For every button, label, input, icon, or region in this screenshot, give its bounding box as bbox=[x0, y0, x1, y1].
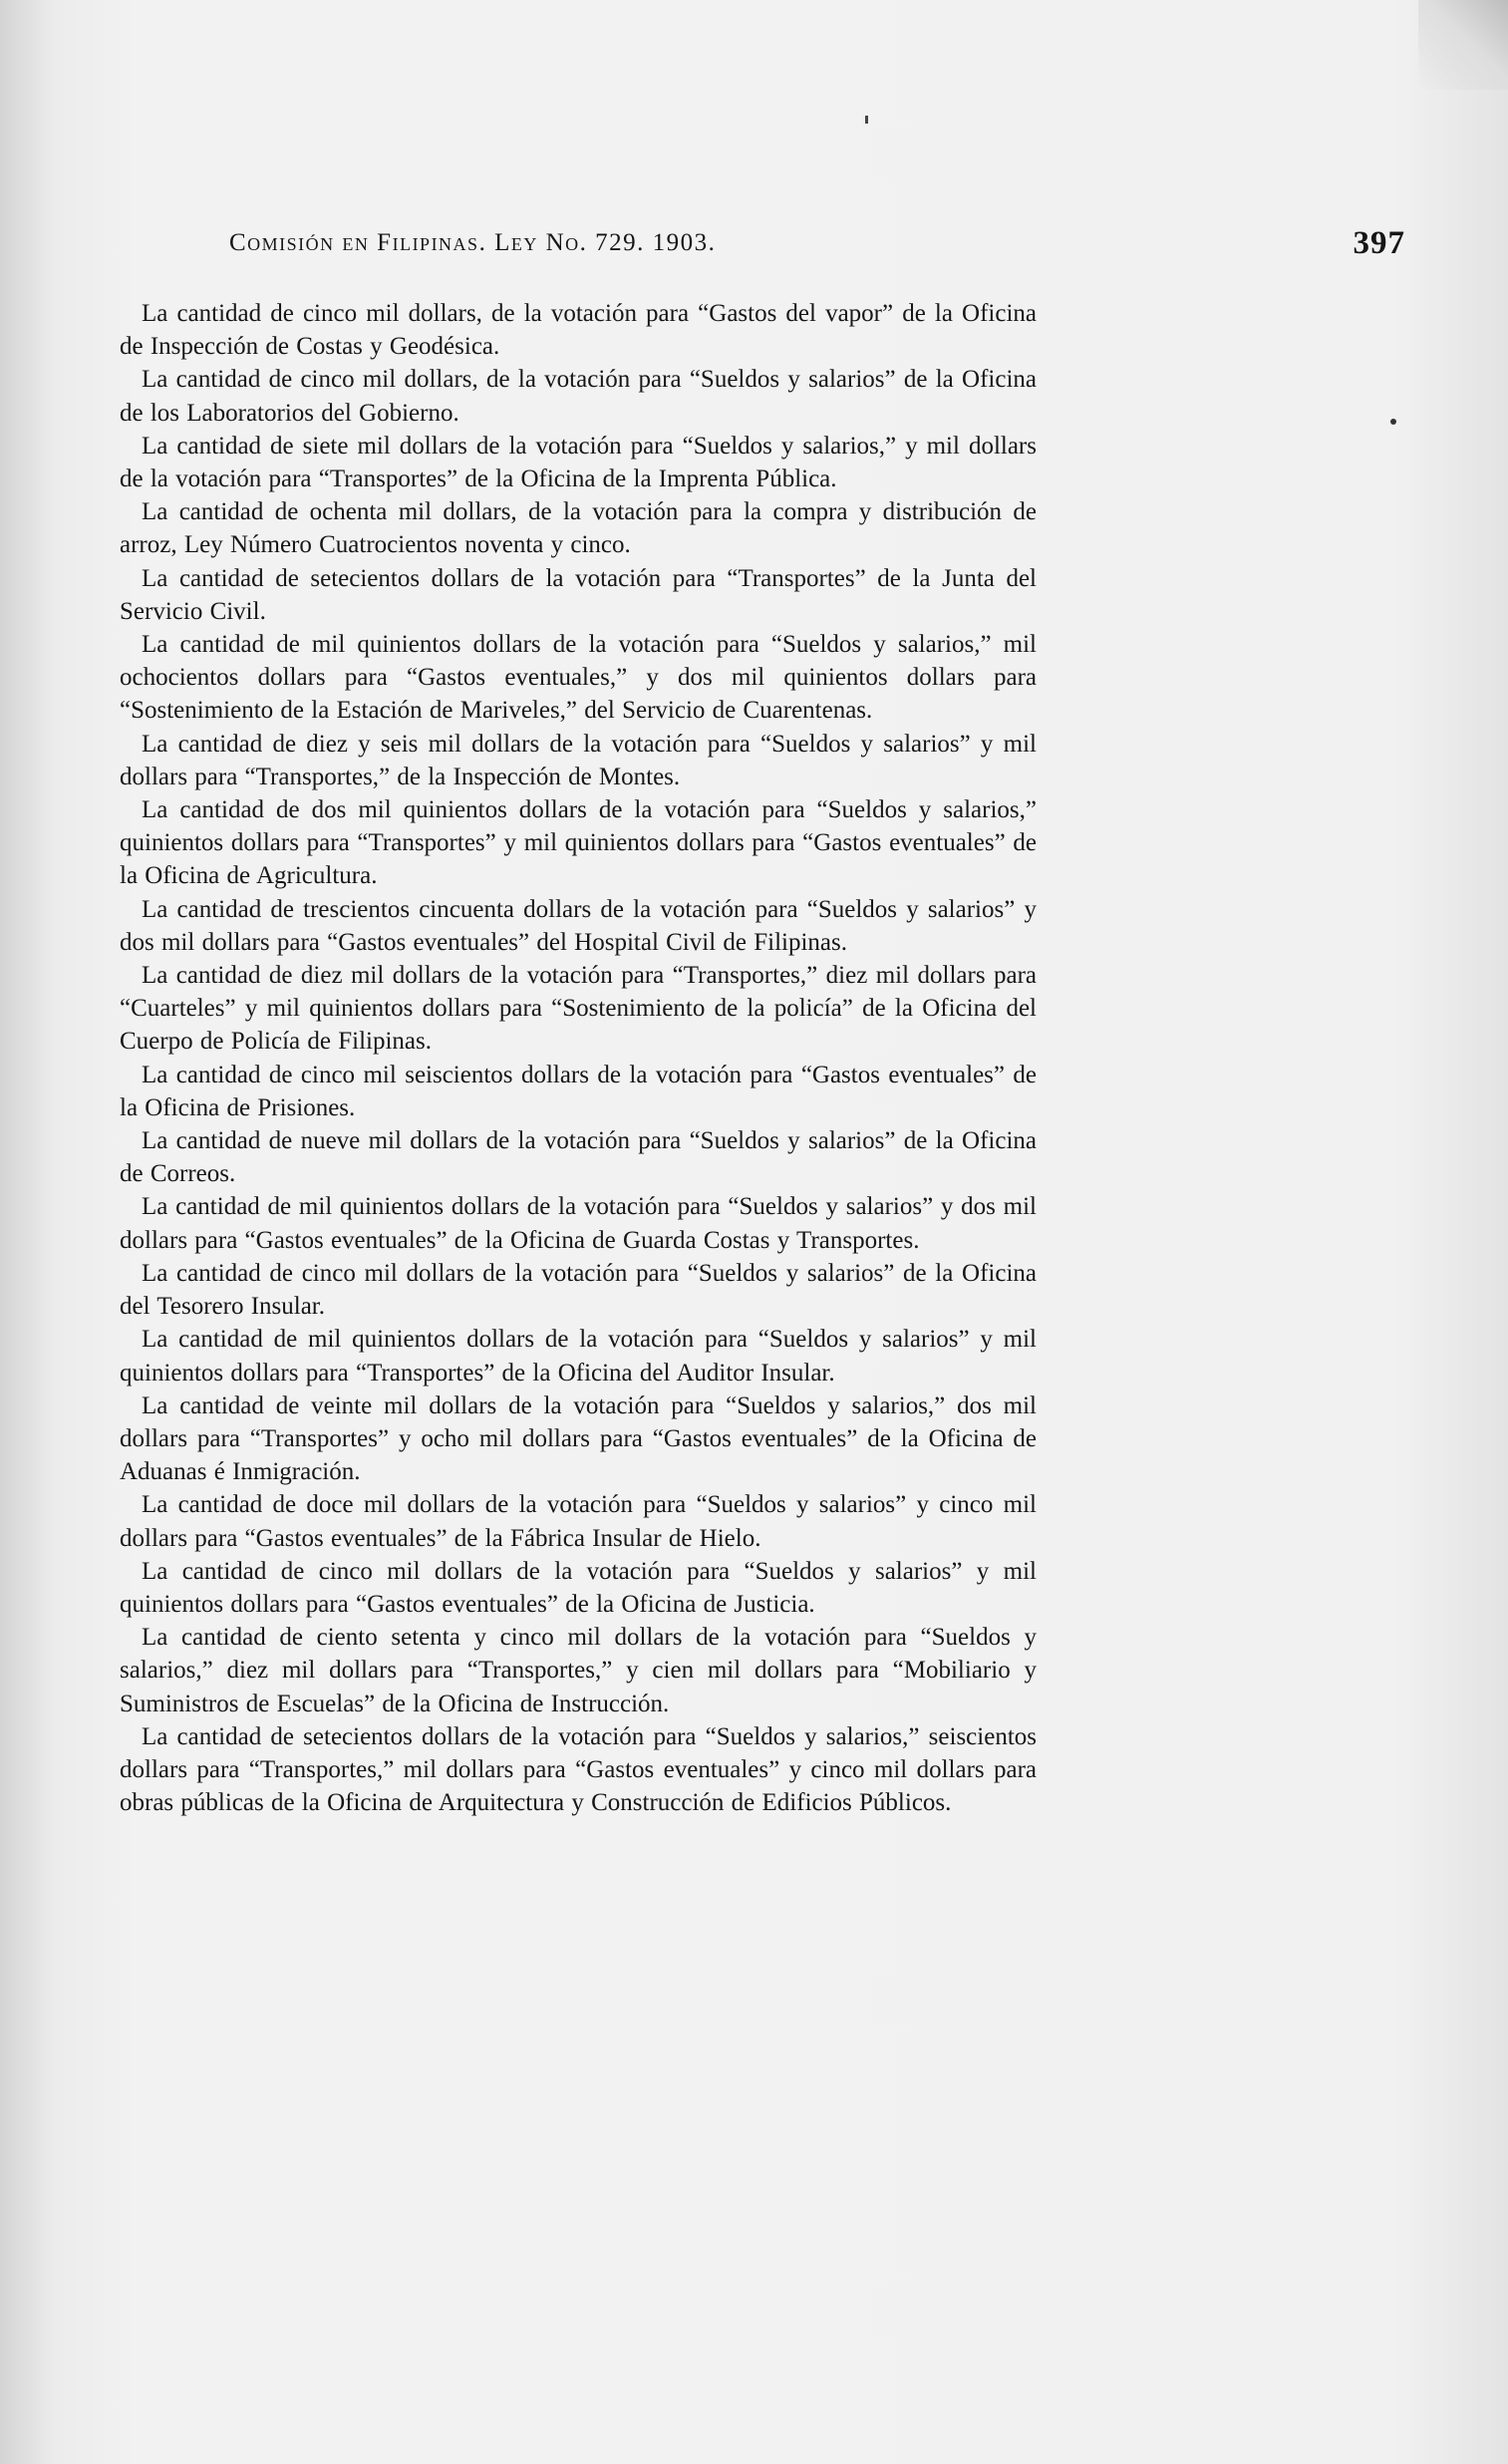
paragraph: La cantidad de cinco mil dollars, de la votación para “Gastos del vapor” de la Oficina de Inspección de Costas y Geodésica. bbox=[120, 300, 1037, 361]
paragraph: La cantidad de trescientos cincuenta dollars de la votación para “Sueldos y salarios” y dos mil dollars para “Gastos eventuales” del Hospital Civil de Filipinas. bbox=[120, 895, 1037, 956]
paragraph: La cantidad de cinco mil seiscientos dollars de la votación para “Gastos eventuales” de la Oficina de Prisiones. bbox=[120, 1061, 1037, 1121]
paragraph: La cantidad de diez mil dollars de la votación para “Transportes,” diez mil dollars para “Cuarteles” y mil quinientos dollars para “Sostenimiento de la policía” de la Oficina del Cuerpo de Policía de Filipinas. bbox=[120, 962, 1037, 1056]
paragraph: La cantidad de cinco mil dollars de la votación para “Sueldos y salarios” y mil quinientos dollars para “Gastos eventuales” de la Oficina de Justicia. bbox=[120, 1557, 1037, 1618]
running-head: Comisión en Filipinas. Ley No. 729. 1903. bbox=[229, 229, 717, 256]
paragraph: La cantidad de setecientos dollars de la votación para “Transportes” de la Junta del Servicio Civil. bbox=[120, 564, 1037, 625]
page-corner-shadow bbox=[1418, 0, 1508, 90]
paragraph: La cantidad de mil quinientos dollars de la votación para “Sueldos y salarios” y dos mil dollars para “Gastos eventuales” de la Oficina de Guarda Costas y Transportes. bbox=[120, 1193, 1037, 1254]
page-number: 397 bbox=[1353, 225, 1405, 261]
paragraph: La cantidad de mil quinientos dollars de la votación para “Sueldos y salarios” y mil quinientos dollars para “Transportes” de la Oficina del Auditor Insular. bbox=[120, 1326, 1037, 1386]
paragraph: La cantidad de mil quinientos dollars de la votación para “Sueldos y salarios,” mil ochocientos dollars para “Gastos eventuales,” y dos mil quinientos dollars para “Sostenimiento de la Estación de Mariveles,” del Servicio de Cuarentenas. bbox=[120, 631, 1037, 725]
paragraph: La cantidad de nueve mil dollars de la votación para “Sueldos y salarios” de la Oficina de Correos. bbox=[120, 1127, 1037, 1188]
paragraph: La cantidad de dos mil quinientos dollars de la votación para “Sueldos y salarios,” quinientos dollars para “Transportes” y mil quinientos dollars para “Gastos eventuales” de la Oficina de Agricultura. bbox=[120, 796, 1037, 890]
paragraph: La cantidad de diez y seis mil dollars de la votación para “Sueldos y salarios” y mil dollars para “Transportes,” de la Inspección de Montes. bbox=[120, 730, 1037, 790]
paragraph: La cantidad de setecientos dollars de la votación para “Sueldos y salarios,” seiscientos dollars para “Transportes,” mil dollars para “Gastos eventuales” y cinco mil dollars para obras públicas de la Oficina de Arquitectura y Construcción de Edificios Públicos. bbox=[120, 1722, 1037, 1817]
ink-speck bbox=[865, 116, 868, 124]
paragraph: La cantidad de ciento setenta y cinco mil dollars de la votación para “Sueldos y salarios,” diez mil dollars para “Transportes,” y cien mil dollars para “Mobiliario y Suministros de Escuelas” de la Oficina de Instrucción. bbox=[120, 1624, 1037, 1717]
ink-dot bbox=[1390, 419, 1396, 425]
paragraph: La cantidad de veinte mil dollars de la votación para “Sueldos y salarios,” dos mil dollars para “Transportes” y ocho mil dollars para “Gastos eventuales” de la Oficina de Aduanas é Inmigración. bbox=[120, 1391, 1037, 1486]
paragraph: La cantidad de doce mil dollars de la votación para “Sueldos y salarios” y cinco mil dollars para “Gastos eventuales” de la Fábrica Insular de Hielo. bbox=[120, 1491, 1037, 1552]
paragraph: La cantidad de ochenta mil dollars, de la votación para la compra y distribución de arroz, Ley Número Cuatrocientos noventa y cinco. bbox=[120, 498, 1037, 559]
paragraph: La cantidad de cinco mil dollars de la votación para “Sueldos y salarios” de la Oficina del Tesorero Insular. bbox=[120, 1259, 1037, 1321]
page-header bbox=[229, 225, 1405, 265]
body-text bbox=[120, 297, 1037, 1819]
paragraph: La cantidad de siete mil dollars de la votación para “Sueldos y salarios,” y mil dollars de la votación para “Transportes” de la Oficina de la Imprenta Pública. bbox=[120, 432, 1037, 493]
paragraph: La cantidad de cinco mil dollars, de la votación para “Sueldos y salarios” de la Oficina de los Laboratorios del Gobierno. bbox=[120, 366, 1037, 427]
